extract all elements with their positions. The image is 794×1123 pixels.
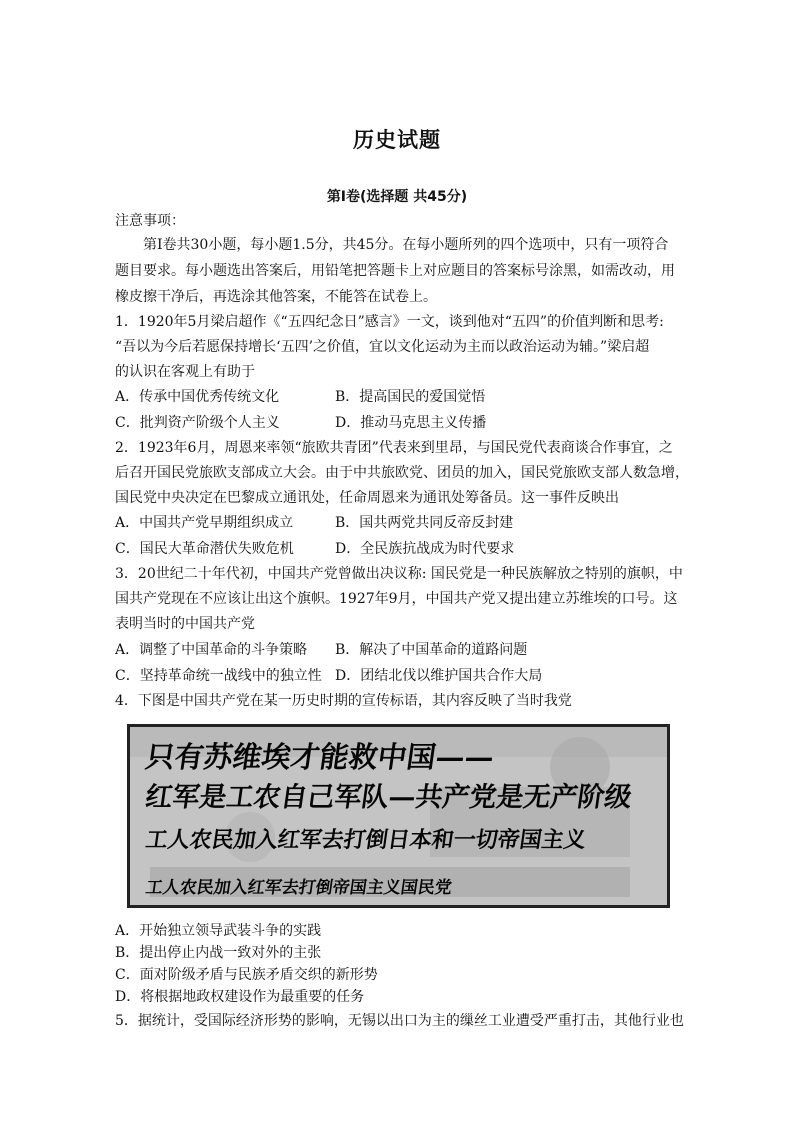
option-a[interactable]: A．调整了中国革命的斗争策略 bbox=[115, 642, 308, 658]
question-3-stem: 表明当时的中国共产党 bbox=[115, 616, 255, 632]
option-d[interactable]: D．推动马克思主义传播 bbox=[335, 415, 487, 431]
question-1-stem: 的认识在客观上有助于 bbox=[115, 364, 255, 380]
option-d[interactable]: D．全民族抗战成为时代要求 bbox=[335, 541, 515, 557]
question-4-stem: 4．下图是中国共产党在某一历史时期的宣传标语，其内容反映了当时我党 bbox=[115, 693, 572, 709]
option-c[interactable]: C．批判资产阶级个人主义 bbox=[115, 415, 280, 431]
question-1-stem: “吾以为今后若愿保持增长‘五四’之价值，宜以文化运动为主而以政治运动为辅。”梁启超 bbox=[115, 339, 650, 355]
option-c[interactable]: C．坚持革命统一战线中的独立性 bbox=[115, 668, 322, 684]
option-a[interactable]: A．中国共产党早期组织成立 bbox=[115, 515, 294, 531]
option-c[interactable]: C．面对阶级矛盾与民族矛盾交织的新形势 bbox=[115, 967, 378, 983]
question-5-stem: 5．据统计，受国际经济形势的影响，无锡以出口为主的缫丝工业遭受严重打击，其他行业也 bbox=[115, 1013, 684, 1029]
option-a[interactable]: A．传承中国优秀传统文化 bbox=[115, 389, 280, 405]
question-3-stem: 3．20世纪二十年代初，中国共产党曾做出决议称: 国民党是一种民族解放之特别的旗帜，中 bbox=[115, 566, 683, 582]
page-title: 历史试题 bbox=[353, 128, 441, 152]
question-2-stem: 2．1923年6月，周恩来率领“旅欧共青团”代表来到里昂，与国民党代表商谈合作事宜，之 bbox=[115, 440, 673, 456]
slogan-line-4: 工人农民加入红军去打倒帝国主义国民党 bbox=[144, 878, 454, 898]
option-b[interactable]: B．国共两党共同反帝反封建 bbox=[335, 515, 514, 531]
notice-label: 注意事项： bbox=[115, 213, 185, 229]
option-d[interactable]: D．团结北伐以维护国共合作大局 bbox=[335, 668, 543, 684]
question-2-stem: 国民党中央决定在巴黎成立通讯处，任命周恩来为通讯处筹备员。这一事件反映出 bbox=[115, 490, 619, 506]
slogan-image bbox=[127, 724, 670, 908]
option-a[interactable]: A．开始独立领导武装斗争的实践 bbox=[115, 923, 322, 939]
option-d[interactable]: D．将根据地政权建设作为最重要的任务 bbox=[115, 989, 365, 1005]
option-b[interactable]: B．提高国民的爱国觉悟 bbox=[335, 389, 486, 405]
slogan-line-2: 红军是工农自己军队—共产党是无产阶级 bbox=[143, 782, 634, 813]
notice-line: 橡皮擦干净后，再选涂其他答案，不能答在试卷上。 bbox=[115, 289, 437, 305]
option-b[interactable]: B．解决了中国革命的道路问题 bbox=[335, 642, 528, 658]
option-c[interactable]: C．国民大革命潜伏失败危机 bbox=[115, 541, 294, 557]
question-1-stem: 1．1920年5月梁启超作《“五四纪念日”感言》一文，谈到他对“五四”的价值判断和思考: bbox=[115, 314, 664, 330]
slogan-line-1: 只有苏维埃才能救中国—— bbox=[143, 740, 497, 774]
notice-line: 题目要求。每小题选出答案后，用铅笔把答题卡上对应题目的答案标号涂黑，如需改动，用 bbox=[115, 263, 675, 279]
question-3-stem: 国共产党现在不应该让出这个旗帜。1927年9月，中国共产党又提出建立苏维埃的口号。这 bbox=[115, 591, 678, 607]
notice-line: 第Ⅰ卷共30小题，每小题1.5分，共45分。在每小题所列的四个选项中，只有一项符合 bbox=[143, 237, 669, 253]
slogan-line-3: 工人农民加入红军去打倒日本和一切帝国主义 bbox=[143, 827, 588, 853]
section-title: 第Ⅰ卷(选择题 共45分) bbox=[326, 189, 468, 205]
option-b[interactable]: B．提出停止内战一致对外的主张 bbox=[115, 945, 322, 961]
question-2-stem: 后召开国民党旅欧支部成立大会。由于中共旅欧党、团员的加入，国民党旅欧支部人数急增， bbox=[115, 465, 689, 481]
